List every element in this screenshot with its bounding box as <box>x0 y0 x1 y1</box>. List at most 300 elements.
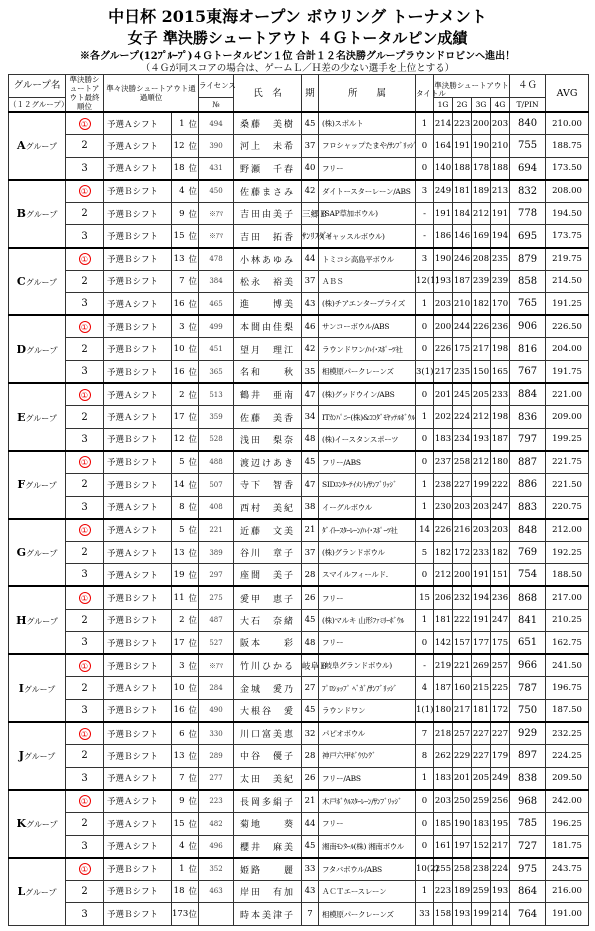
qualify-pos-text: 位 <box>188 751 198 762</box>
affiliation-text: (株)イースタンスポーツ <box>322 434 399 444</box>
total-pins-text: 883 <box>517 501 538 513</box>
game-2-score <box>453 338 472 361</box>
titles-text: 0 <box>421 434 428 445</box>
player-name <box>234 903 302 926</box>
term <box>302 858 319 881</box>
affiliation-text: ラウンドワン <box>322 705 366 715</box>
game-4-score-text: 193 <box>491 886 509 897</box>
game-4-score-text: 239 <box>491 276 509 287</box>
player-name-text: 太田 美紀 <box>240 774 296 785</box>
qualify-pos-text: 位 <box>188 187 198 198</box>
qualify-pos-text: 位 <box>188 164 198 175</box>
average-text: 209.50 <box>552 773 582 784</box>
average-text: 191.75 <box>552 366 582 377</box>
qualify-order-text: 12 <box>173 140 185 151</box>
license-no <box>199 722 234 745</box>
qualify-order <box>172 202 187 225</box>
qualify-order <box>172 474 187 497</box>
game-3-score-text: 239 <box>472 276 490 287</box>
qualify-shift <box>104 293 172 316</box>
license-no-text: 490 <box>209 706 223 715</box>
qualify-pos <box>187 157 199 180</box>
player-name <box>234 157 302 180</box>
group-label <box>9 451 66 519</box>
affiliation-text: ラウンドワン/ﾊｲ･ｽﾎﾟｰﾂ社 <box>322 344 403 354</box>
license-no-text: 496 <box>209 842 223 851</box>
term-text: 46 <box>304 321 316 332</box>
game-3-score <box>472 541 491 564</box>
qualify-shift-text: 予選Ｂシフト <box>107 706 159 717</box>
player-name-text: 姫路 麗 <box>240 865 296 876</box>
qualify-shift <box>104 677 172 700</box>
affiliation-text: 相模原パークレーンズ <box>322 909 394 919</box>
game-2-score <box>453 903 472 926</box>
license-no-text: 408 <box>209 503 223 512</box>
term-text: 35 <box>304 366 316 377</box>
titles <box>416 745 434 768</box>
game-4-score-text: 235 <box>491 254 509 265</box>
game-1-score-text: 161 <box>434 841 452 852</box>
total-pins <box>510 586 546 609</box>
license-no-text: 390 <box>209 141 223 150</box>
game-1-score <box>434 248 453 271</box>
player-name <box>234 496 302 519</box>
license-no <box>199 270 234 293</box>
player-name <box>234 812 302 835</box>
game-2-score <box>453 225 472 248</box>
affiliation-text: (岐阜グランドボウル) <box>322 661 392 671</box>
final-rank <box>66 767 104 790</box>
game-1-score <box>434 180 453 203</box>
results-table <box>8 74 589 926</box>
qualify-order-text: 16 <box>173 366 185 377</box>
game-2-score <box>453 609 472 632</box>
game-3-score <box>472 383 491 406</box>
qualify-order-text: 4 <box>179 186 185 197</box>
final-rank <box>66 157 104 180</box>
final-rank <box>66 202 104 225</box>
affiliation <box>319 903 416 926</box>
qualify-pos <box>187 451 199 474</box>
game-4-score <box>491 903 510 926</box>
qualify-order-text: 18 <box>173 886 185 897</box>
qualify-pos <box>187 406 199 429</box>
license-no <box>199 903 234 926</box>
qualify-shift <box>104 745 172 768</box>
player-name-text: 竹川ひかる <box>240 662 296 673</box>
term-text: 21 <box>304 525 316 536</box>
qualify-shift <box>104 315 172 338</box>
player-name <box>234 722 302 745</box>
qualify-order-text: 7 <box>179 773 185 784</box>
titles-text: 0 <box>421 163 428 174</box>
term-text: 28 <box>304 750 316 761</box>
game-2-score <box>453 519 472 542</box>
qualify-order <box>172 790 187 813</box>
game-4-score <box>491 564 510 587</box>
titles <box>416 564 434 587</box>
average-text: 214.50 <box>552 276 582 287</box>
group-letter: H <box>16 613 27 627</box>
player-name <box>234 745 302 768</box>
qualify-pos-text: 位 <box>188 797 198 808</box>
game-1-score <box>434 135 453 158</box>
player-name-text: 鶴井 亜南 <box>240 391 296 402</box>
qualify-order-text: 17 <box>173 412 185 423</box>
titles-text: 1 <box>421 479 428 490</box>
game-3-score-text: 199 <box>472 479 490 490</box>
qualify-pos-text: 位 <box>188 706 198 717</box>
titles-text: 0 <box>421 569 428 580</box>
table-row <box>9 699 589 722</box>
term <box>302 790 319 813</box>
player-name <box>234 383 302 406</box>
qualify-pos-text: 位 <box>188 503 198 514</box>
player-name <box>234 632 302 655</box>
term <box>302 835 319 858</box>
titles <box>416 790 434 813</box>
game-3-score-text: 191 <box>472 569 490 580</box>
qualify-pos <box>187 699 199 722</box>
game-1-score-text: 230 <box>434 502 452 513</box>
average-text: 220.75 <box>552 502 582 513</box>
license-no <box>199 428 234 451</box>
titles <box>416 858 439 881</box>
qualify-order <box>172 428 187 451</box>
final-rank <box>66 564 104 587</box>
term-text: ｻﾝﾘｽﾀﾞｲ <box>302 232 332 243</box>
qualify-pos-text: 位 <box>188 774 198 785</box>
titles-text: 0 <box>421 321 428 332</box>
average <box>546 135 589 158</box>
total-pins <box>510 564 546 587</box>
average <box>546 654 589 677</box>
titles <box>416 586 434 609</box>
affiliation-text: 相模原パークレーンズ <box>322 367 394 377</box>
player-name-text: 渡辺けあき <box>240 458 296 469</box>
qualify-pos-text: 位 <box>188 255 198 266</box>
group-letter: I <box>18 681 24 695</box>
player-name <box>234 858 302 881</box>
qualify-pos-text: 位 <box>188 435 198 446</box>
player-name-text: 河上 未希 <box>240 142 296 153</box>
total-pins <box>510 654 546 677</box>
license-no <box>199 496 234 519</box>
license-no-text: 451 <box>209 345 223 354</box>
game-1-score-text: 183 <box>434 434 452 445</box>
qualify-shift-text: 予選Ａシフト <box>107 503 159 514</box>
game-4-score-text: 233 <box>491 389 509 400</box>
titles-text: 0 <box>421 818 428 829</box>
titles-text: 0 <box>421 841 428 852</box>
final-rank <box>66 609 104 632</box>
qualify-order-text: 9 <box>179 796 185 807</box>
game-4-score <box>491 880 510 903</box>
qualify-shift <box>104 451 172 474</box>
titles-text: 3 <box>421 186 428 197</box>
total-pins <box>510 112 546 135</box>
affiliation-text: サンコーボウル/ABS <box>322 322 390 332</box>
group-letter: C <box>16 274 26 288</box>
final-rank-text: ① <box>79 795 91 807</box>
game-3-score <box>472 112 491 135</box>
player-name <box>234 519 302 542</box>
affiliation <box>319 722 416 745</box>
game-4-score-text: 249 <box>491 773 509 784</box>
game-1-score-text: 206 <box>434 593 452 604</box>
game-1-score <box>434 632 453 655</box>
average <box>546 225 589 248</box>
qualify-pos <box>187 315 199 338</box>
qualify-order <box>172 225 187 248</box>
qualify-shift <box>104 835 172 858</box>
term <box>302 722 319 745</box>
qualify-pos <box>187 790 199 813</box>
game-2-score-text: 210 <box>453 298 471 309</box>
qualify-order <box>172 406 187 429</box>
game-1-score <box>434 361 453 384</box>
qualify-order-text: 9 <box>179 208 185 219</box>
titles <box>416 293 434 316</box>
affiliation-text: フリー <box>322 163 344 173</box>
game-2-score-text: 146 <box>453 231 471 242</box>
qualify-shift <box>104 541 172 564</box>
game-3-score-text: 189 <box>472 186 490 197</box>
affiliation <box>319 858 416 881</box>
game-4-score-text: 187 <box>491 434 509 445</box>
term-text: 48 <box>304 637 316 648</box>
game-3-score-text: 259 <box>472 796 490 807</box>
game-1-score <box>434 790 453 813</box>
final-rank <box>66 270 104 293</box>
qualify-pos-text: 位 <box>188 616 198 627</box>
qualify-order <box>172 609 187 632</box>
game-2-score-text: 223 <box>453 118 471 129</box>
qualify-pos-text: 位 <box>188 458 198 469</box>
final-rank-text: 3 <box>81 840 88 852</box>
qualify-shift-text: 予選Ａシフト <box>107 526 159 537</box>
affiliation-text: (株)グランドボウル <box>322 548 385 558</box>
license-no-text: 450 <box>209 187 223 196</box>
game-4-score <box>491 225 510 248</box>
average-text: 210.25 <box>552 615 582 626</box>
term <box>302 632 319 655</box>
qualify-shift <box>104 632 172 655</box>
qualify-shift-text: 予選Ｂシフト <box>107 209 159 220</box>
game-2-score-text: 257 <box>453 728 471 739</box>
total-pins <box>510 451 546 474</box>
page-title: 中日杯 2015東海オープン ボウリング トーナメント <box>108 7 487 26</box>
qualify-order-text: 2 <box>179 615 185 626</box>
total-pins <box>510 361 546 384</box>
total-pins-text: 864 <box>517 885 538 897</box>
total-pins <box>510 812 546 835</box>
term-text: 34 <box>304 412 316 423</box>
total-pins-text: 879 <box>517 253 538 265</box>
player-name <box>234 180 302 203</box>
group-letter: J <box>18 749 24 763</box>
qualify-pos-text: 位 <box>188 842 198 853</box>
term-text: 45 <box>304 705 316 716</box>
total-pins-text: 832 <box>517 185 538 197</box>
term-text: 43 <box>304 298 316 309</box>
affiliation <box>319 519 416 542</box>
player-name <box>234 225 302 248</box>
qualify-shift-text: 予選Ａシフト <box>107 797 159 808</box>
group-label <box>9 112 66 180</box>
game-4-score <box>491 519 510 542</box>
license-no <box>199 225 234 248</box>
game-4-score-text: 179 <box>491 750 509 761</box>
term <box>302 880 319 903</box>
license-no-text: 297 <box>209 570 223 579</box>
group-letter: E <box>17 410 26 424</box>
game-2-score <box>453 406 472 429</box>
qualify-order <box>172 338 187 361</box>
game-2-score-text: 188 <box>453 163 471 174</box>
term <box>302 428 319 451</box>
game-2-score-text: 160 <box>453 683 471 694</box>
total-pins <box>510 157 546 180</box>
qualify-shift-text: 予選Ｂシフト <box>107 435 159 446</box>
final-rank-text: ① <box>79 321 91 333</box>
qualify-order <box>172 745 187 768</box>
qualify-shift-text: 予選Ｂシフト <box>107 322 159 333</box>
game-3-score <box>472 835 491 858</box>
license-header: ライセンス <box>199 75 234 98</box>
average-text: 188.50 <box>552 569 582 580</box>
game-4-score <box>491 496 510 519</box>
license-no-text: 527 <box>209 638 223 647</box>
total-pins-text: 754 <box>517 569 538 581</box>
affiliation <box>319 790 416 813</box>
titles <box>416 609 434 632</box>
game-4-score-text: 195 <box>491 818 509 829</box>
player-name <box>234 474 302 497</box>
qualify-pos-text: 位 <box>188 661 198 672</box>
titles <box>416 338 434 361</box>
qualify-pos <box>187 858 199 881</box>
qualify-order <box>172 135 187 158</box>
license-no <box>199 745 234 768</box>
titles <box>416 812 434 835</box>
qualify-pos <box>187 293 199 316</box>
average <box>546 474 589 497</box>
term-text: 42 <box>304 186 316 197</box>
affiliation-text: 神戸六甲ﾎﾞｳﾘﾝｸﾞ <box>322 751 376 761</box>
game-2-score <box>453 361 472 384</box>
game-1-score <box>434 745 453 768</box>
game-4-score-text: 175 <box>491 637 509 648</box>
game-1-score <box>434 270 453 293</box>
term <box>302 903 319 926</box>
game-2-score-text: 200 <box>453 569 471 580</box>
term <box>302 586 319 609</box>
game-1-score <box>434 451 453 474</box>
group-label <box>9 180 66 248</box>
qualify-pos-text: 位 <box>188 345 198 356</box>
table-row <box>9 474 589 497</box>
game-3-score <box>472 406 491 429</box>
final-rank <box>66 858 104 881</box>
average <box>546 564 589 587</box>
term-text: 47 <box>304 389 316 400</box>
player-name <box>234 270 302 293</box>
qualify-pos-text: 位 <box>188 367 198 378</box>
qualify-shift-text: 予選Ａシフト <box>107 119 159 130</box>
qualify-shift <box>104 270 172 293</box>
final-rank-text: ① <box>79 389 91 401</box>
qualify-shift-text: 予選Ｂシフト <box>107 729 159 740</box>
group-suffix: グループ <box>25 481 57 491</box>
average <box>546 248 589 271</box>
game-3-score-text: 193 <box>472 434 490 445</box>
average <box>546 858 589 881</box>
game-1-score-text: 237 <box>434 457 452 468</box>
game-1-score <box>434 112 453 135</box>
average-text: 204.00 <box>552 344 582 355</box>
total-pins <box>510 338 546 361</box>
affiliation-text: フリー/ABS <box>322 773 361 783</box>
game-4-score-text: 194 <box>491 231 509 242</box>
final-rank <box>66 293 104 316</box>
game-1-score-text: 212 <box>434 569 452 580</box>
table-row <box>9 880 589 903</box>
game-4-score-text: 191 <box>491 208 509 219</box>
game-3-score <box>472 315 491 338</box>
player-name-text: 望月 理江 <box>240 345 296 356</box>
affiliation-text: (キャッスルボウル) <box>322 231 385 241</box>
license-no-text: 494 <box>209 119 223 128</box>
affiliation-text: (株)スポルト <box>322 119 364 129</box>
game-2-score <box>453 564 472 587</box>
affiliation <box>319 428 416 451</box>
game-1-score-text: 182 <box>434 547 452 558</box>
qualify-pos <box>187 202 199 225</box>
qualify-order-text: 5 <box>179 525 185 536</box>
game-2-score-text: 258 <box>453 457 471 468</box>
game-3-score <box>472 361 491 384</box>
game-3-score-text: 259 <box>472 886 490 897</box>
total-pins <box>510 496 546 519</box>
game-3-score <box>472 338 491 361</box>
qualify-shift <box>104 157 172 180</box>
final-rank-text: 2 <box>81 208 88 220</box>
total-pins-text: 838 <box>517 772 538 784</box>
term <box>302 496 319 519</box>
average <box>546 202 589 225</box>
final-rank <box>66 225 104 248</box>
titles-text: 0 <box>421 637 428 648</box>
average <box>546 880 589 903</box>
license-no <box>199 406 234 429</box>
player-name-text: 愛甲 恵子 <box>240 594 296 605</box>
game-2-score <box>453 248 472 271</box>
final-rank <box>66 135 104 158</box>
final-rank-text: 3 <box>81 704 88 716</box>
term <box>302 135 319 158</box>
qualify-pos <box>187 541 199 564</box>
final-rank-text: ① <box>79 863 91 875</box>
average-text: 221.50 <box>552 479 582 490</box>
titles <box>416 248 434 271</box>
table-row <box>9 609 589 632</box>
affiliation <box>319 632 416 655</box>
game-2-score <box>453 180 472 203</box>
total-pins-text: 841 <box>517 614 538 626</box>
game-4-score <box>491 722 510 745</box>
player-name <box>234 428 302 451</box>
